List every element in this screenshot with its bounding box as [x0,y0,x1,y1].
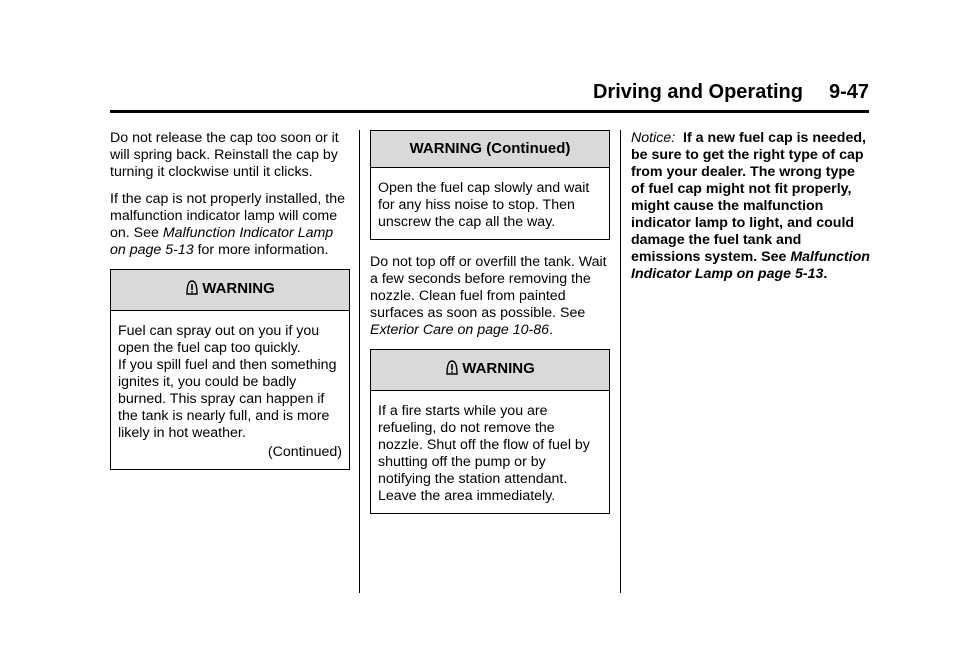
column-2 [370,130,610,526]
warning-title: WARNING [462,360,535,377]
page-header [110,76,869,113]
section-title: Driving and Operating [592,81,803,103]
column-divider [359,130,360,593]
warning-title: WARNING [202,280,275,297]
warning-icon [445,359,459,380]
warning-icon [185,279,199,300]
warning-body: Open the fuel cap slowly and wait for any hiss noise to stop. Then unscrew the cap all the way. [378,180,590,230]
notice-paragraph [631,130,871,283]
warning-body [111,311,349,469]
warning-box [110,269,350,470]
warning-header [371,350,609,391]
warning-continued-box [370,130,610,240]
page-number: 9-47 [828,81,869,103]
column-3 [631,130,871,293]
cross-reference-link[interactable]: Malfunction Indicator Lamp on page 5-13 [631,249,870,282]
warning-box [370,349,610,514]
warning-header: WARNING (Continued) [371,131,609,168]
paragraph-text: If the cap is not properly installed, the malfunction indicator lamp will come on. See [110,191,346,241]
paragraph-text: Do not top off or overfill the tank. Wait a few seconds before removing the nozzle. Clean fuel from painted surfaces as soon as possible. See [370,254,607,321]
notice-text: . [823,266,828,282]
paragraph-text: for more information. [193,242,329,258]
column-1 [110,130,350,482]
paragraph-text: . [549,322,553,338]
paragraph [110,191,350,259]
column-divider [620,130,621,593]
paragraph: Do not release the cap too soon or it will spring back. Reinstall the cap by turning it clockwise until it clicks. [110,130,339,180]
cross-reference-link[interactable]: Malfunction Indicator Lamp on page 5-13 [110,225,334,258]
paragraph [370,254,610,339]
warning-text: Fuel can spray out on you if you open the fuel cap too quickly. [118,323,320,356]
warning-header [111,270,349,311]
notice-text: If a new fuel cap is needed, be sure to get the right type of cap from your dealer. The wrong type of fuel cap might not fit properly, might cause the malfunction indicator lamp to light, and could damage the fuel tank and emissions system. See [631,130,870,265]
notice-label: Notice: [631,130,676,146]
warning-body: If a fire starts while you are refueling, do not remove the nozzle. Shut off the flow of fuel by shutting off the pump or by notifying the station attendant. Leave the area immediately. [378,403,590,504]
cross-reference-link[interactable]: Exterior Care on page 10-86 [370,322,550,338]
warning-text: If you spill fuel and then something ignites it, you could be badly burned. This spray can happen if the tank is nearly full, and is more likely in hot weather. [118,357,337,441]
continued-label: (Continued) [267,444,342,460]
